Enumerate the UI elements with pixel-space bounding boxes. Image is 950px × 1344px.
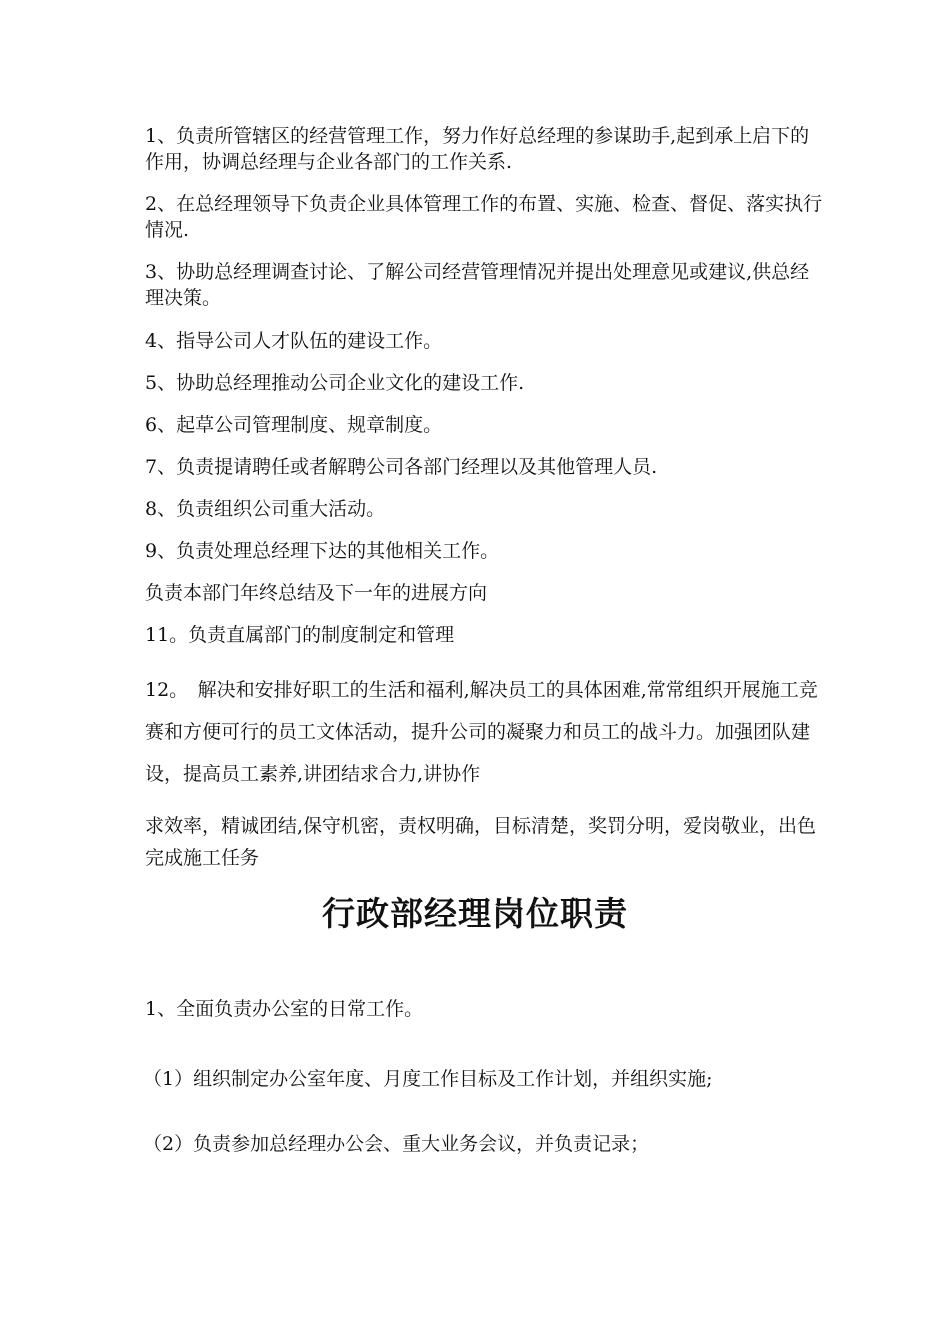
duty-item-9: 9、负责处理总经理下达的其他相关工作。 xyxy=(145,540,500,562)
admin-duty-1-sub-2: （2）负责参加总经理办公会、重大业务会议，并负责记录； xyxy=(143,1133,650,1155)
duty-item-6: 6、起草公司管理制度、规章制度。 xyxy=(145,414,443,436)
duty-item-1: 1、负责所管辖区的经营管理工作，努力作好总经理的参谋助手,起到承上启下的作用，协调总经理与企业各部门的工作关系. xyxy=(145,125,810,173)
admin-duty-1-sub-1: （1）组织制定办公室年度、月度工作目标及工作计划，并组织实施; xyxy=(143,1068,713,1090)
duty-item-4: 4、指导公司人才队伍的建设工作。 xyxy=(145,330,443,352)
duty-item-2: 2、在总经理领导下负责企业具体管理工作的布置、实施、检查、督促、落实执行情况. xyxy=(145,193,823,241)
duty-item-3: 3、协助总经理调查讨论、了解公司经营管理情况并提出处理意见或建议,供总经理决策。 xyxy=(145,261,810,309)
duty-item-10: 负责本部门年终总结及下一年的进展方向 xyxy=(145,582,488,604)
section-title: 行政部经理岗位职责 xyxy=(322,894,628,933)
duty-item-11: 11。负责直属部门的制度制定和管理 xyxy=(145,624,455,646)
duty-item-12: 12。 解决和安排好职工的生活和福利,解决员工的具体困难,常常组织开展施工竞赛和方便可行的员工文体活动，提升公司的凝聚力和员工的战斗力。加强团队建设，提高员工素养,讲团结求合力,讲协作 xyxy=(145,679,818,785)
duty-item-5: 5、协助总经理推动公司企业文化的建设工作. xyxy=(145,372,525,394)
admin-duty-1: 1、全面负责办公室的日常工作。 xyxy=(145,998,424,1020)
duty-item-8: 8、负责组织公司重大活动。 xyxy=(145,498,386,520)
duty-item-7: 7、负责提请聘任或者解聘公司各部门经理以及其他管理人员. xyxy=(145,456,658,478)
duty-item-12-continued: 求效率，精诚团结,保守机密，责权明确，目标清楚，奖罚分明，爱岗敬业，出色完成施工任务 xyxy=(145,815,817,869)
